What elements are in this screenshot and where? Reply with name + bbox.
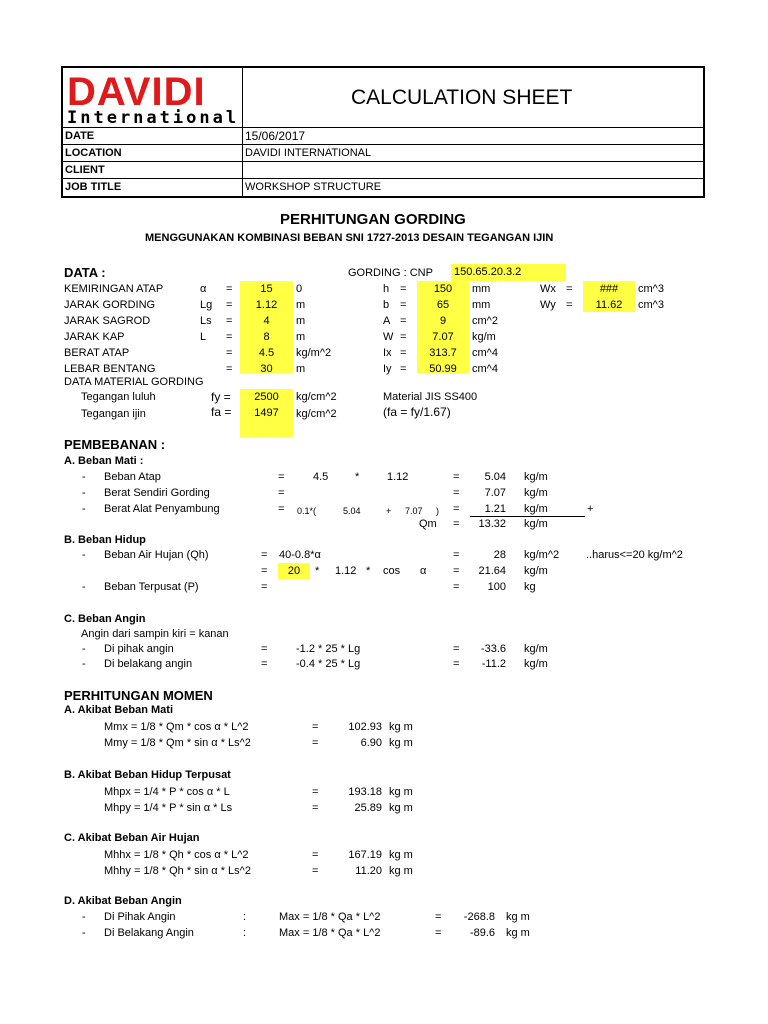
modulus-equals: = xyxy=(566,283,573,295)
data-param-symbol: Lg xyxy=(200,299,213,311)
date-label: DATE xyxy=(65,130,95,142)
wind-unit: kg/m xyxy=(524,658,548,670)
section-param-unit: cm^4 xyxy=(472,347,498,359)
momen-title: PERHITUNGAN MOMEN xyxy=(64,688,213,703)
load-formula-b: 7.07 xyxy=(405,506,423,516)
wind-moment-formula: Max = 1/8 * Qa * L^2 xyxy=(279,911,381,923)
modulus-symbol: Wx xyxy=(540,283,556,295)
modulus-symbol: Wy xyxy=(540,299,556,311)
load-dash: - xyxy=(82,503,86,515)
section-param-unit: kg/m xyxy=(472,331,496,343)
fy-symbol: fy = xyxy=(211,390,231,404)
section-param-equals: = xyxy=(400,315,407,327)
section-param-unit: mm xyxy=(472,283,491,295)
p-label: Beban Terpusat (P) xyxy=(104,581,199,593)
load-dash: - xyxy=(82,487,86,499)
data-param-symbol: Ls xyxy=(200,315,212,327)
qh2-lg: 1.12 xyxy=(335,565,357,577)
data-param-value: 4.5 xyxy=(258,347,275,359)
qm-label: Qm xyxy=(419,518,437,530)
load-name: Beban Atap xyxy=(104,471,161,483)
qh2-result: 21.64 xyxy=(478,565,506,577)
fa-symbol: fa = xyxy=(211,405,232,419)
fa-formula: (fa = fy/1.67) xyxy=(383,405,451,419)
pembebanan-title: PEMBEBANAN : xyxy=(64,437,166,452)
qh2-equals-2: = xyxy=(453,565,460,577)
moment-equals: = xyxy=(312,721,319,733)
data-param-name: JARAK SAGROD xyxy=(64,315,151,327)
moment-value: 167.19 xyxy=(348,849,382,861)
qh-equals: = xyxy=(261,549,268,561)
section-param-symbol: A xyxy=(383,315,391,327)
data-param-equals: = xyxy=(226,347,233,359)
moment-value: 6.90 xyxy=(360,737,382,749)
data-param-equals: = xyxy=(226,331,233,343)
qh2-times: * xyxy=(315,565,320,577)
load-unit: kg/m xyxy=(524,471,548,483)
data-param-value: 8 xyxy=(263,331,270,343)
load-factor-1: 4.5 xyxy=(313,471,329,483)
data-param-name: LEBAR BENTANG xyxy=(64,363,156,375)
calc-heading: PERHITUNGAN GORDING xyxy=(280,211,466,228)
wind-name: Di belakang angin xyxy=(104,658,193,670)
moment-value: 11.20 xyxy=(355,865,382,877)
load-formula-close: ) xyxy=(436,506,439,516)
qh-formula: 40-0.8*α xyxy=(279,549,321,561)
section-param-unit: cm^4 xyxy=(472,363,498,375)
moment-formula: Mmy = 1/8 * Qm * sin α * Ls^2 xyxy=(104,737,251,749)
moment-unit: kg m xyxy=(389,786,413,798)
data-param-unit: m xyxy=(296,299,306,311)
wind-moment-colon: : xyxy=(243,911,247,923)
load-operator: * xyxy=(355,471,360,483)
wind-moment-value: -89.6 xyxy=(469,927,495,939)
fa-label: Tegangan ijin xyxy=(81,408,146,420)
qh-dash: - xyxy=(82,549,86,561)
load-result: 1.21 xyxy=(484,503,506,515)
section-param-value: 9 xyxy=(439,315,447,327)
load-formula: 0.1*( xyxy=(297,506,317,516)
data-param-unit: m xyxy=(296,315,306,327)
data-param-equals: = xyxy=(226,299,233,311)
location-value: DAVIDI INTERNATIONAL xyxy=(245,147,372,159)
moment-value: 193.18 xyxy=(348,786,382,798)
sheet-title: CALCULATION SHEET xyxy=(351,86,573,109)
section-param-value: 150 xyxy=(433,283,453,295)
client-label: CLIENT xyxy=(65,164,105,176)
p-unit: kg xyxy=(524,581,536,593)
qh2-value: 20 xyxy=(287,565,301,577)
wind-equals: = xyxy=(261,658,268,670)
qh2-cos: cos xyxy=(383,565,401,577)
modulus-equals: = xyxy=(566,299,573,311)
section-param-equals: = xyxy=(400,283,407,295)
wind-result: -33.6 xyxy=(480,643,506,655)
moment-formula: Mmx = 1/8 * Qm * cos α * L^2 xyxy=(104,721,249,733)
load-formula-plus: + xyxy=(386,506,392,516)
section-param-equals: = xyxy=(400,299,407,311)
moment-unit: kg m xyxy=(389,737,413,749)
wind-equals-2: = xyxy=(453,643,460,655)
qh-label: Beban Air Hujan (Qh) xyxy=(104,549,209,561)
section-param-symbol: b xyxy=(383,299,390,311)
qh-result: 28 xyxy=(493,549,506,561)
qh2-equals: = xyxy=(261,565,268,577)
wind-moment-name: Di Pihak Angin xyxy=(104,911,176,923)
sum-plus: + xyxy=(587,503,594,515)
data-param-value: 1.12 xyxy=(255,299,278,311)
gording-value: 150.65.20.3.2 xyxy=(454,266,522,278)
section-param-symbol: W xyxy=(383,331,394,343)
data-param-unit: m xyxy=(296,331,306,343)
qh-note: ..harus<=20 kg/m^2 xyxy=(586,549,683,561)
company-logo-subtitle: International xyxy=(67,108,240,128)
data-param-value: 30 xyxy=(260,363,273,375)
moment-equals: = xyxy=(312,802,319,814)
load-equals: = xyxy=(278,471,285,483)
section-param-symbol: Ix xyxy=(383,347,392,359)
load-equals-2: = xyxy=(453,503,460,515)
wind-equals: = xyxy=(261,643,268,655)
moment-unit: kg m xyxy=(389,802,413,814)
wind-moment-dash: - xyxy=(82,911,86,923)
beban-angin-note: Angin dari sampin kiri = kanan xyxy=(81,628,229,640)
section-param-symbol: Iy xyxy=(383,363,392,375)
qh-equals-2: = xyxy=(453,549,460,561)
momen-angin-title: D. Akibat Beban Angin xyxy=(64,895,182,907)
header-table xyxy=(61,66,705,198)
data-param-unit: kg/m^2 xyxy=(296,347,332,359)
qh2-unit: kg/m xyxy=(524,565,548,577)
data-param-value: 15 xyxy=(260,283,273,295)
wind-result: -11.2 xyxy=(481,658,506,670)
p-equals: = xyxy=(261,581,268,593)
section-param-equals: = xyxy=(400,331,407,343)
wind-moment-equals: = xyxy=(435,927,442,939)
section-param-value: 313.7 xyxy=(429,347,457,359)
wind-moment-colon: : xyxy=(243,927,247,939)
fy-unit: kg/cm^2 xyxy=(296,391,337,403)
modulus-value: 11.62 xyxy=(595,299,623,311)
beban-angin-title: C. Beban Angin xyxy=(64,613,146,625)
wind-moment-formula: Max = 1/8 * Qa * L^2 xyxy=(279,927,381,939)
section-param-equals: = xyxy=(400,363,407,375)
company-logo: DAVIDI xyxy=(67,70,206,114)
load-equals-2: = xyxy=(453,471,460,483)
data-param-name: JARAK GORDING xyxy=(64,299,156,311)
data-param-unit: 0 xyxy=(296,283,303,295)
p-result: 100 xyxy=(487,581,506,593)
modulus-unit: cm^3 xyxy=(638,299,664,311)
data-param-name: KEMIRINGAN ATAP xyxy=(64,283,164,295)
moment-equals: = xyxy=(312,737,319,749)
qh2-times-2: * xyxy=(366,565,371,577)
moment-formula: Mhhy = 1/8 * Qh * sin α * Ls^2 xyxy=(104,865,251,877)
momen-group-title: B. Akibat Beban Hidup Terpusat xyxy=(64,769,231,781)
qm-equals: = xyxy=(453,518,460,530)
material-note: Material JIS SS400 xyxy=(383,391,478,403)
data-param-equals: = xyxy=(226,283,233,295)
data-param-name: BERAT ATAP xyxy=(64,347,130,359)
wind-moment-value: -268.8 xyxy=(463,911,495,923)
momen-group-title: A. Akibat Beban Mati xyxy=(64,704,173,716)
moment-equals: = xyxy=(312,849,319,861)
section-param-value: 50.99 xyxy=(429,363,457,375)
qm-unit: kg/m xyxy=(524,518,548,530)
data-label: DATA : xyxy=(64,265,106,280)
load-formula-a: 5.04 xyxy=(343,506,361,516)
qm-value: 13.32 xyxy=(478,518,506,530)
calc-subheading: MENGGUNAKAN KOMBINASI BEBAN SNI 1727-2013 DESAIN TEGANGAN IJIN xyxy=(145,232,554,244)
section-param-unit: cm^2 xyxy=(472,315,498,327)
data-param-value: 4 xyxy=(263,315,270,327)
modulus-value: ### xyxy=(599,283,619,295)
data-param-equals: = xyxy=(226,315,233,327)
section-param-value: 7.07 xyxy=(432,331,454,343)
wind-formula: -1.2 * 25 * Lg xyxy=(296,643,361,655)
data-param-symbol: α xyxy=(200,283,207,295)
moment-unit: kg m xyxy=(389,865,413,877)
load-result: 5.04 xyxy=(484,471,506,483)
load-dash: - xyxy=(82,471,86,483)
section-param-value: 65 xyxy=(436,299,450,311)
load-name: Berat Alat Penyambung xyxy=(104,503,220,515)
modulus-unit: cm^3 xyxy=(638,283,664,295)
data-param-equals: = xyxy=(226,363,233,375)
load-equals-2: = xyxy=(453,487,460,499)
qh2-alpha: α xyxy=(420,565,427,577)
wind-moment-name: Di Belakang Angin xyxy=(104,927,194,939)
location-label: LOCATION xyxy=(65,147,122,159)
section-param-equals: = xyxy=(400,347,407,359)
moment-equals: = xyxy=(312,786,319,798)
fa-unit: kg/cm^2 xyxy=(296,408,337,420)
section-param-unit: mm xyxy=(472,299,491,311)
moment-formula: Mhpx = 1/4 * P * cos α * L xyxy=(104,786,230,798)
wind-moment-dash: - xyxy=(82,927,86,939)
wind-name: Di pihak angin xyxy=(104,643,174,655)
fy-label: Tegangan luluh xyxy=(81,391,156,403)
job-title-label: JOB TITLE xyxy=(65,181,122,193)
moment-formula: Mhhx = 1/8 * Qh * cos α * L^2 xyxy=(104,849,249,861)
momen-group-title: C. Akibat Beban Air Hujan xyxy=(64,832,200,844)
qh-unit: kg/m^2 xyxy=(524,549,560,561)
fa-value: 1497 xyxy=(254,407,279,419)
load-factor-2: 1.12 xyxy=(387,471,409,483)
data-param-symbol: L xyxy=(200,331,207,343)
wind-equals-2: = xyxy=(453,658,460,670)
wind-unit: kg/m xyxy=(524,643,548,655)
data-param-unit: m xyxy=(296,363,306,375)
wind-moment-equals: = xyxy=(435,911,442,923)
wind-dash: - xyxy=(82,643,86,655)
section-param-symbol: h xyxy=(383,283,390,295)
load-equals: = xyxy=(278,503,285,515)
moment-unit: kg m xyxy=(389,721,413,733)
wind-moment-unit: kg m xyxy=(506,927,530,939)
load-equals: = xyxy=(278,487,285,499)
load-result: 7.07 xyxy=(484,487,506,499)
moment-value: 25.89 xyxy=(354,802,382,814)
data-param-name: JARAK KAP xyxy=(64,331,125,343)
moment-value: 102.93 xyxy=(348,721,382,733)
p-dash: - xyxy=(82,581,86,593)
moment-unit: kg m xyxy=(389,849,413,861)
wind-dash: - xyxy=(82,658,86,670)
load-unit: kg/m xyxy=(524,503,548,515)
gording-label: GORDING : CNP xyxy=(348,267,433,279)
wind-formula: -0.4 * 25 * Lg xyxy=(296,658,361,670)
job-title-value: WORKSHOP STRUCTURE xyxy=(245,181,382,193)
sum-underline xyxy=(470,516,585,517)
beban-hidup-title: B. Beban Hidup xyxy=(64,534,146,546)
p-equals-2: = xyxy=(453,581,460,593)
fy-value: 2500 xyxy=(254,391,279,403)
beban-mati-title: A. Beban Mati : xyxy=(64,455,144,467)
date-value: 15/06/2017 xyxy=(245,129,306,143)
material-title: DATA MATERIAL GORDING xyxy=(64,376,204,388)
moment-formula: Mhpy = 1/4 * P * sin α * Ls xyxy=(104,802,233,814)
moment-equals: = xyxy=(312,865,319,877)
wind-moment-unit: kg m xyxy=(506,911,530,923)
load-unit: kg/m xyxy=(524,487,548,499)
load-name: Berat Sendiri Gording xyxy=(104,487,210,499)
